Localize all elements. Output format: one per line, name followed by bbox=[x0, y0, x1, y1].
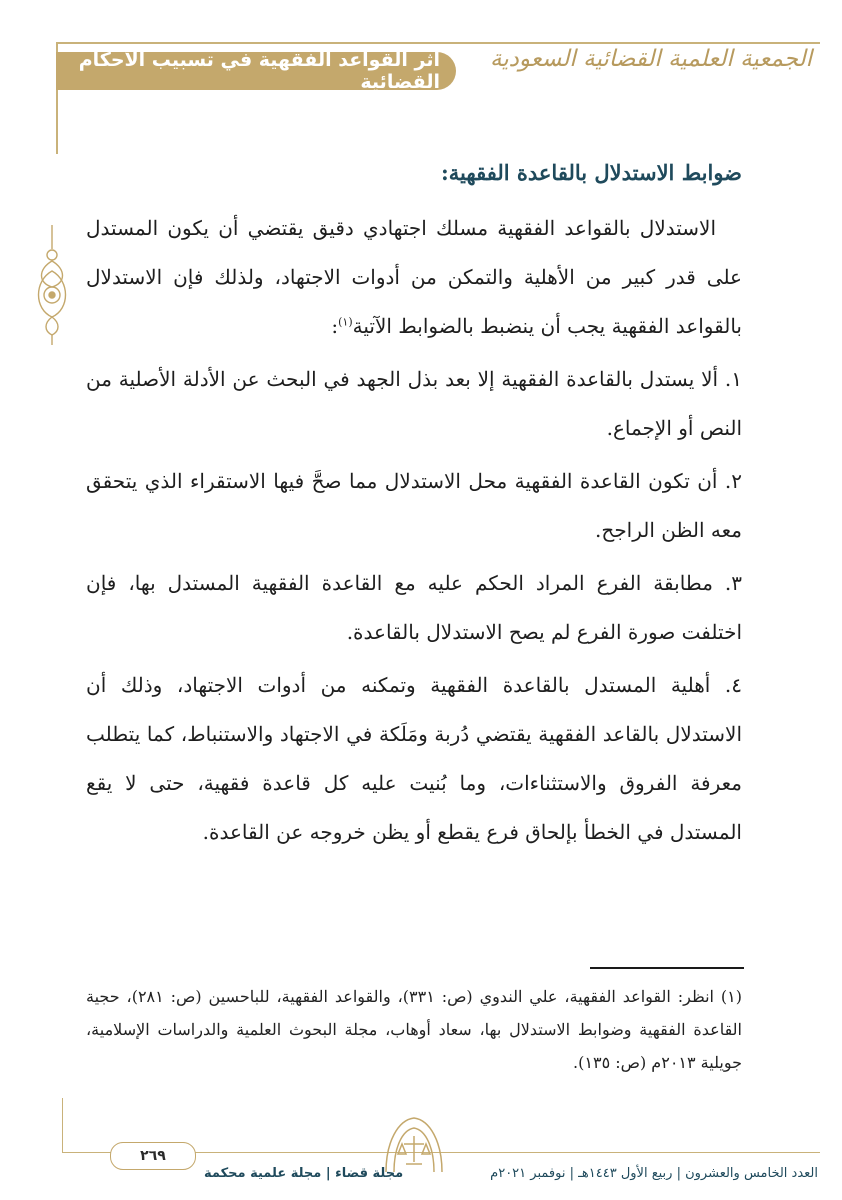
article-body bbox=[86, 150, 742, 861]
section-heading: ضوابط الاستدلال بالقاعدة الفقهية: bbox=[441, 160, 742, 185]
article-title-banner bbox=[56, 49, 456, 93]
intro-paragraph bbox=[86, 204, 742, 351]
list-item: ٣. مطابقة الفرع المراد الحكم عليه مع القاعدة الفقهية المستدل بها، فإن اختلفت صورة الفرع لم يصح الاستدلال بالقاعدة. bbox=[86, 571, 742, 644]
list-item: ١. ألا يستدل بالقاعدة الفقهية إلا بعد بذل الجهد في البحث عن الأدلة الأصلية من النص أو الإجماع. bbox=[86, 367, 742, 440]
list-item: ٤. أهلية المستدل بالقاعدة الفقهية وتمكنه من أدوات الاجتهاد، وذلك أن الاستدلال بالقاعد الفقهية يقتضي دُربة ومَلَكة في الاجتهاد والاستنباط، كما يتطلب معرفة الفروق والاستثناءات، وما بُنيت عليه كل قاعدة فقهية، حتى لا يقع المستدل في الخطأ بإلحاق فرع يقطع أو يظن خروجه عن القاعدة. bbox=[86, 673, 742, 844]
journal-emblem-icon bbox=[378, 1114, 450, 1174]
footer-border-left bbox=[62, 1098, 63, 1153]
footnote-reference[interactable]: (١) bbox=[338, 315, 353, 329]
journal-name: مجلة قضاء | مجلة علمية محكمة bbox=[204, 1166, 404, 1181]
header-border-top bbox=[56, 42, 820, 44]
article-title: أثر القواعد الفقهية في تسبيب الأحكام القضائية bbox=[78, 49, 440, 93]
organization-name: الجمعية العلمية القضائية السعودية bbox=[489, 46, 812, 72]
list-item: ٢. أن تكون القاعدة الفقهية محل الاستدلال مما صحَّ فيها الاستقراء الذي يتحقق معه الظن الراجح. bbox=[86, 469, 742, 542]
page-number: ٢٦٩ bbox=[110, 1142, 196, 1170]
intro-text: الاستدلال بالقواعد الفقهية مسلك اجتهادي دقيق يقتضي أن يكون المستدل على قدر كبير من الأهلية والتمكن من أدوات الاجتهاد، ولذلك فإن الاستدلال بالقواعد الفقهية يجب أن ينضبط بالضوابط الآتية bbox=[86, 216, 742, 338]
footnote: (١) انظر: القواعد الفقهية، علي الندوي (ص: ٣٣١)، والقواعد الفقهية، للباحسين (ص: ٢٨١)، حجية القاعدة الفقهية وضوابط الاستدلال بها، سعاد أوهاب، مجلة البحوث العلمية والدراسات الإسلامية، جويلية ٢٠١٣م (ص: ١٣٥). bbox=[86, 987, 743, 1072]
issue-info: العدد الخامس والعشرون | ربيع الأول ١٤٤٣هـ | نوفمبر ٢٠٢١م bbox=[490, 1166, 818, 1181]
footnote-divider bbox=[590, 967, 744, 969]
decorative-ornament-icon bbox=[30, 225, 74, 345]
intro-end: : bbox=[331, 314, 339, 338]
